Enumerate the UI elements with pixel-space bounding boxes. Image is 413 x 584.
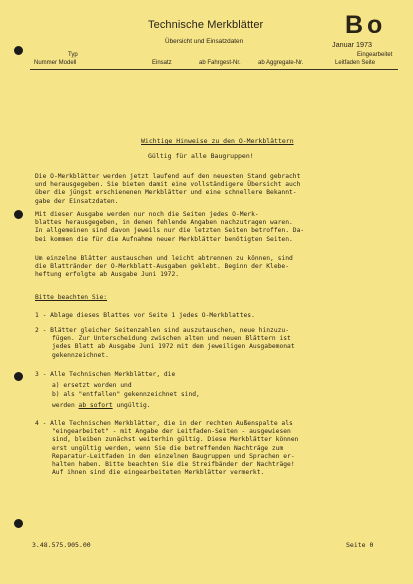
list-item-2 xyxy=(35,327,289,335)
list-line: halten haben. Bitte beachten Sie die Streifbänder der Nachträge! xyxy=(52,461,295,468)
list-line: fügen. Zur Unterscheidung zwischen alten und neuen Blättern ist xyxy=(52,335,291,343)
section-code: Bo xyxy=(345,11,387,39)
list-line: gekennzeichnet. xyxy=(52,351,109,359)
column-nummer-modell: Nummer Modell xyxy=(34,60,77,66)
column-eingearbeitet: Eingearbeitet xyxy=(357,52,393,58)
column-aggregate: ab Aggregate-Nr. xyxy=(258,60,304,66)
paragraph-line: die Blattränder der O-Merkblatt-Ausgaben geklebt. Beginn der Klebe- xyxy=(35,263,290,271)
document-subtitle: Übersicht und Einsatzdaten xyxy=(165,38,244,45)
list-item-4 xyxy=(35,420,293,428)
notice-subheading: Gültig für alle Baugruppen! xyxy=(148,152,254,160)
paragraph-line: In allgemeinen sind davon jeweils nur die letzten Seiten betroffen. Da- xyxy=(35,227,305,235)
list-line: 2 - Blätter gleicher Seitenzahlen sind auszutauschen, neue hinzuzu- xyxy=(35,327,290,334)
list-line: jedes Blatt ab Ausgabe Juni 1972 mit dem jeweiligen Ausgabemonat xyxy=(52,343,295,351)
paragraph-line: Die O-Merkblätter werden jetzt laufend auf den neuesten Stand gebracht xyxy=(35,173,301,180)
paragraph-1 xyxy=(35,173,300,206)
notice-heading: Wichtige Hinweise zu den O-Merkblättern xyxy=(141,137,294,145)
list-line: Reparatur-Leitfaden in den einzelnen Baugruppen und Sprachen er- xyxy=(52,452,295,460)
tail-text: werden xyxy=(52,402,79,409)
header-rule xyxy=(30,69,398,70)
page-number: Seite 0 xyxy=(346,541,374,549)
list-item-3-a: a) ersetzt worden und xyxy=(52,382,132,389)
issue-date: Januar 1973 xyxy=(332,40,372,49)
paragraph-line: blattes herausgegeben, in denen fehlende Angaben nachzutragen waren. xyxy=(35,219,293,227)
binder-hole-bottom xyxy=(14,519,23,528)
paragraph-line: bei kommen die für die Aufnahme neuer Merkblätter benötigten Seiten. xyxy=(35,235,293,243)
list-line: erst ungültig werden, wenn Sie die betreffenden Nachträge zum xyxy=(52,444,284,452)
list-item-3-tail xyxy=(52,402,151,410)
tail-underlined: ab sofort xyxy=(78,402,113,409)
binder-hole-top xyxy=(14,46,23,55)
paragraph-line: Mit dieser Ausgabe werden nur noch die Seiten jedes O-Merk- xyxy=(35,211,259,218)
tail-text: ungültig. xyxy=(112,402,151,409)
column-leitfaden-seite: Leitfaden Seite xyxy=(335,60,376,66)
list-line: sind, bleiben zunächst weiterhin gültig. Diese Merkblätter können xyxy=(52,436,299,444)
paragraph-2 xyxy=(35,211,304,244)
list-line: 4 - Alle Technischen Merkblätter, die in der rechten Außenspalte als xyxy=(35,420,293,427)
paragraph-line: und herausgegeben. Sie bieten damit eine vollständigere Übersicht auch xyxy=(35,181,301,189)
paragraph-3 xyxy=(35,255,293,280)
binder-hole-lower xyxy=(14,372,23,381)
paragraph-line: Um einzelne Blätter austauschen und leicht abtrennen zu können, sind xyxy=(35,255,293,262)
binder-hole-middle xyxy=(14,210,23,219)
document-number: 3.48.575.905.00 xyxy=(32,541,91,549)
document-title: Technische Merkblätter xyxy=(148,19,264,31)
list-item-4-cont xyxy=(52,428,298,477)
column-einsatz: Einsatz xyxy=(152,60,172,66)
paragraph-line: über die jüngst erschienenen Merkblätter und eine schnellere Bekannt- xyxy=(35,189,297,197)
column-fahrgestell: ab Fahrgest-Nr. xyxy=(199,60,241,66)
list-item-2-cont xyxy=(52,335,295,360)
bitte-beachten-heading: Bitte beachten Sie: xyxy=(35,294,108,301)
list-item-3: 3 - Alle Technischen Merkblätter, die xyxy=(35,371,176,378)
list-item-3-b: b) als "entfallen" gekennzeichnet sind, xyxy=(52,390,200,398)
list-line: "eingearbeitet" - mit Angabe der Leitfaden-Seiten - ausgewiesen xyxy=(52,428,291,436)
paragraph-line: heftung erfolgte ab Ausgabe Juni 1972. xyxy=(35,271,180,279)
column-typ: Typ xyxy=(68,52,78,58)
paragraph-line: gabe der Einsatzdaten. xyxy=(35,197,119,205)
list-line: Auf ihnen sind die eingearbeiteten Merkblätter vermerkt. xyxy=(52,469,265,477)
list-item-1: 1 - Ablage dieses Blattes vor Seite 1 jedes O-Merkblattes. xyxy=(35,312,255,319)
